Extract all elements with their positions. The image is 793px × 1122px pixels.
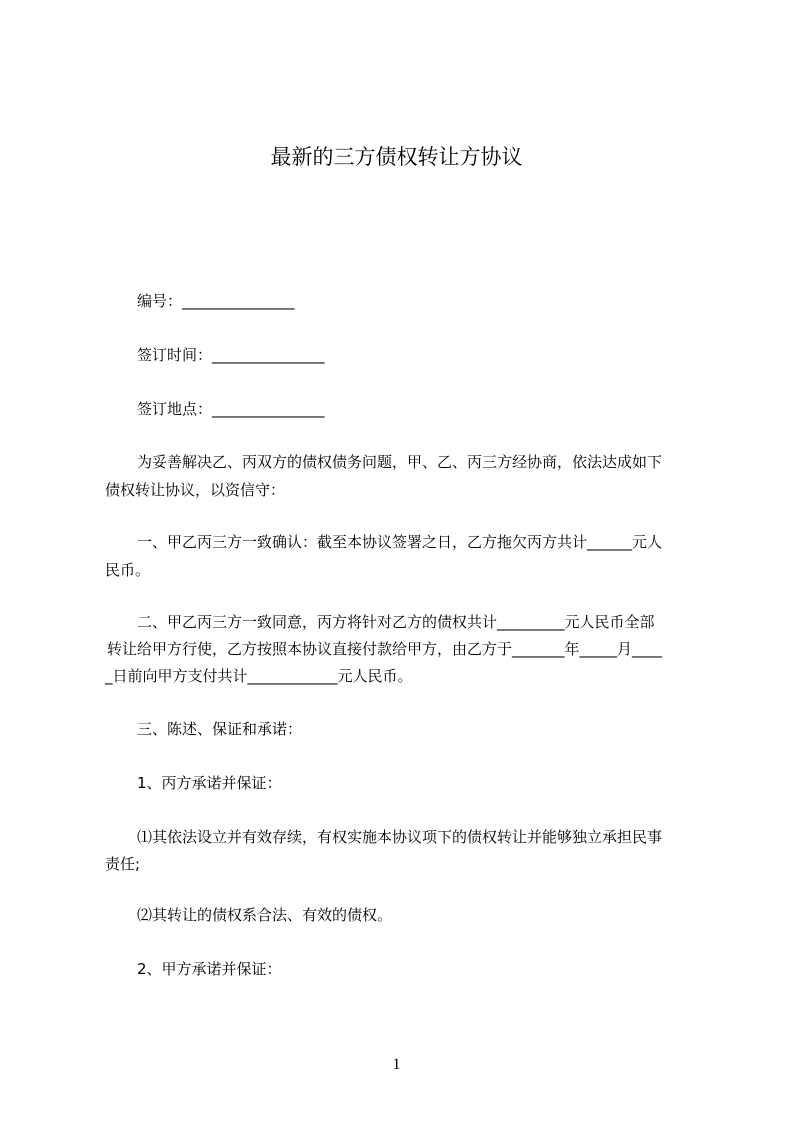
clause-2-line: 转让给甲方行使，乙方按照本协议直接付款给甲方，由乙方于_______年_____月____	[107, 640, 663, 658]
preamble-line: 债权转让协议，以资信守：	[105, 481, 286, 499]
clause-1-line: 民币。	[105, 561, 151, 579]
sub-1-item-2: ⑵其转让的债权系合法、有效的债权。	[137, 906, 393, 924]
sub-2-heading: 2、甲方承诺并保证：	[137, 960, 282, 978]
clause-3-heading: 三、陈述、保证和承诺：	[137, 720, 303, 738]
sub-1-item-1-line: ⑴其依法设立并有效存续，有权实施本协议项下的债权转让并能够独立承担民事	[137, 828, 663, 846]
sign-place-field: 签订地点：_______________	[137, 400, 325, 418]
clause-2-line: _日前向甲方支付共计____________元人民币。	[105, 667, 413, 685]
document-title: 最新的三方债权转让方协议	[270, 145, 523, 169]
sub-1-item-1-line: 责任;	[105, 855, 141, 873]
sub-1-heading: 1、丙方承诺并保证：	[137, 774, 282, 792]
clause-1-line: 一、甲乙丙三方一致确认：截至本协议签署之日，乙方拖欠丙方共计______元人	[137, 533, 663, 551]
preamble-line: 为妥善解决乙、丙双方的债权债务问题，甲、乙、丙三方经协商，依法达成如下	[137, 453, 663, 471]
contract-number-field: 编号：_______________	[137, 292, 295, 310]
sign-time-field: 签订时间：_______________	[137, 346, 325, 364]
page-number: 1	[392, 1056, 401, 1073]
clause-2-line: 二、甲乙丙三方一致同意，丙方将针对乙方的债权共计_________元人民币全部	[137, 613, 655, 631]
